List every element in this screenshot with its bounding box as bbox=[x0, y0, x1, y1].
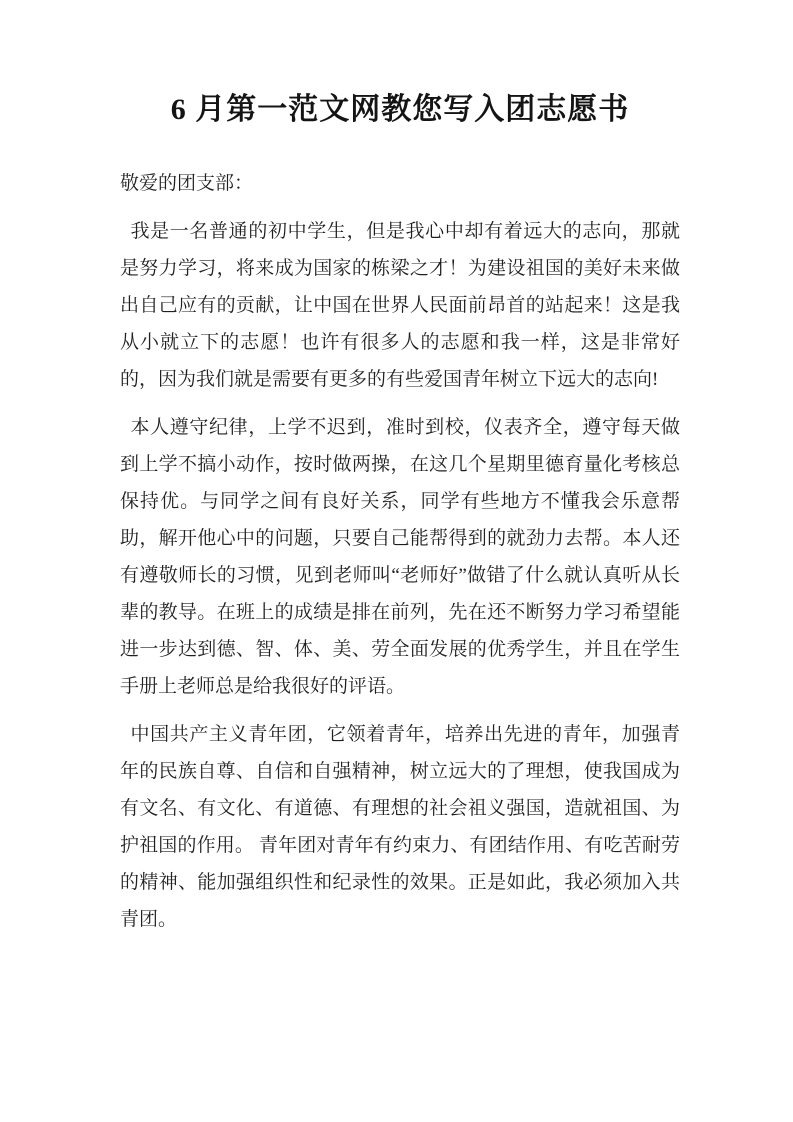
salutation-line: 敬爱的团支部： bbox=[120, 173, 254, 194]
paragraph-3: 中国共产主义青年团，它领着青年，培养出先进的青年，加强青年的民族自尊、自信和自强精神，树立远大的了理想，使我国成为有文名、有文化、有道德、有理想的社会祖义强国，造就祖国、为护祖国的作用。 青年团对青年有约束力、有团结作用、有吃苦耐劳的精神、能加强组织性和纪录性的效果。正是如此，我必须加入共青团。 bbox=[120, 724, 680, 930]
paragraph-1: 我是一名普通的初中学生，但是我心中却有着远大的志向，那就是努力学习，将来成为国家的栋梁之才！为建设祖国的美好未来做出自己应有的贡献，让中国在世界人民面前昂首的站起来！这是我从小就立下的志愿！也许有很多人的志愿和我一样，这是非常好的，因为我们就是需要有更多的有些爱国青年树立下远大的志向! bbox=[120, 221, 680, 390]
document-title: 6 月第一范文网教您写入团志愿书 bbox=[170, 93, 630, 126]
paragraph-2: 本人遵守纪律，上学不迟到，准时到校，仪表齐全，遵守每天做到上学不搞小动作，按时做两操，在这几个星期里德育量化考核总保持优。与同学之间有良好关系，同学有些地方不懂我会乐意帮助，解开他心中的问题，只要自己能帮得到的就劲力去帮。本人还有遵敬师长的习惯，见到老师叫“老师好”做错了什么就认真听从长辈的教导。在班上的成绩是排在前列，先在还不断努力学习希望能进一步达到德、智、体、美、劳全面发展的优秀学生，并且在学生手册上老师总是给我很好的评语。 bbox=[120, 417, 680, 697]
